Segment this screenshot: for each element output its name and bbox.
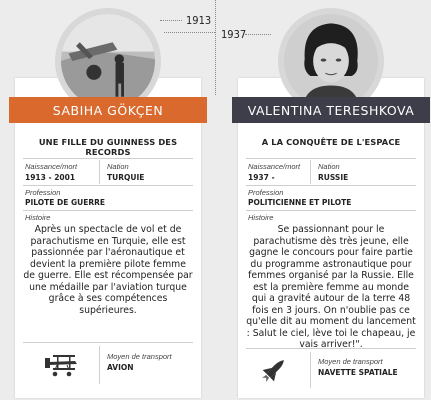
history-text: Se passionnant pour le parachutisme dès très jeune, elle gagne le concours pour faire partie du programme astronautique pour femmes organisé par la Russie. Elle est la première femme au monde qui a gravité autour de la terre 48 fois en 3 jours. On n'oublie pas ce qu'elle dit au moment du lancement : Salut le ciel, lève toi le chapeau, je vais arriver!". (246, 224, 416, 350)
nation-label: Nation (107, 162, 129, 171)
card-subtitle: A LA CONQUÊTE DE L'ESPACE (261, 137, 401, 147)
birth-label: Naissance/mort (25, 162, 78, 171)
portrait-photo-icon (284, 14, 378, 108)
birth-value: 1913 - 2001 (25, 173, 76, 182)
profession-value: POLITICIENNE ET PILOTE (248, 198, 352, 207)
history-label: Histoire (248, 213, 274, 222)
transport-label: Moyen de transport (318, 357, 383, 366)
transport-label: Moyen de transport (107, 352, 172, 361)
divider (23, 210, 193, 211)
divider-vertical (99, 160, 100, 184)
year-1913: 1913 (186, 14, 212, 27)
divider-vertical (99, 346, 100, 384)
divider (246, 185, 416, 186)
biplane-icon (43, 352, 79, 378)
name-banner: VALENTINA TERESHKOVA (232, 97, 430, 123)
divider-vertical (310, 160, 311, 184)
transport-value: NAVETTE SPATIALE (318, 368, 398, 377)
year-1937: 1937 (221, 28, 247, 41)
card-subtitle: UNE FILLE DU GUINNESS DES RECORDS (38, 137, 178, 157)
timeline-line (215, 0, 216, 95)
transport-value: AVION (107, 363, 134, 372)
divider (23, 158, 193, 159)
profession-value: PILOTE DE GUERRE (25, 198, 106, 207)
birth-label: Naissance/mort (248, 162, 301, 171)
profession-label: Profession (248, 188, 284, 197)
timeline-connector-right (245, 34, 271, 35)
divider (246, 348, 416, 349)
divider (23, 342, 193, 343)
nation-value: TURQUIE (107, 173, 145, 182)
name-banner: SABIHA GÖKÇEN (9, 97, 207, 123)
timeline-connector-left (160, 20, 182, 21)
portrait-photo-icon (61, 14, 155, 108)
divider (246, 210, 416, 211)
history-label: Histoire (25, 213, 51, 222)
profession-label: Profession (25, 188, 61, 197)
space-shuttle-icon (258, 354, 290, 386)
divider (23, 185, 193, 186)
card-valentina-tereshkova (238, 78, 424, 398)
nation-value: RUSSIE (318, 173, 349, 182)
birth-value: 1937 - (248, 173, 275, 182)
divider (246, 158, 416, 159)
history-text: Après un spectacle de vol et de parachutisme en Turquie, elle est passionnée par l'aéronautique et devient la première pilote femme de guerre. Elle est récompensée par une médaille par l'aviation turque grâce à ses compétences supérieures. (23, 224, 193, 316)
nation-label: Nation (318, 162, 340, 171)
timeline-connector-2 (164, 32, 215, 33)
divider-vertical (310, 352, 311, 388)
card-sabiha-gokcen (15, 78, 201, 398)
